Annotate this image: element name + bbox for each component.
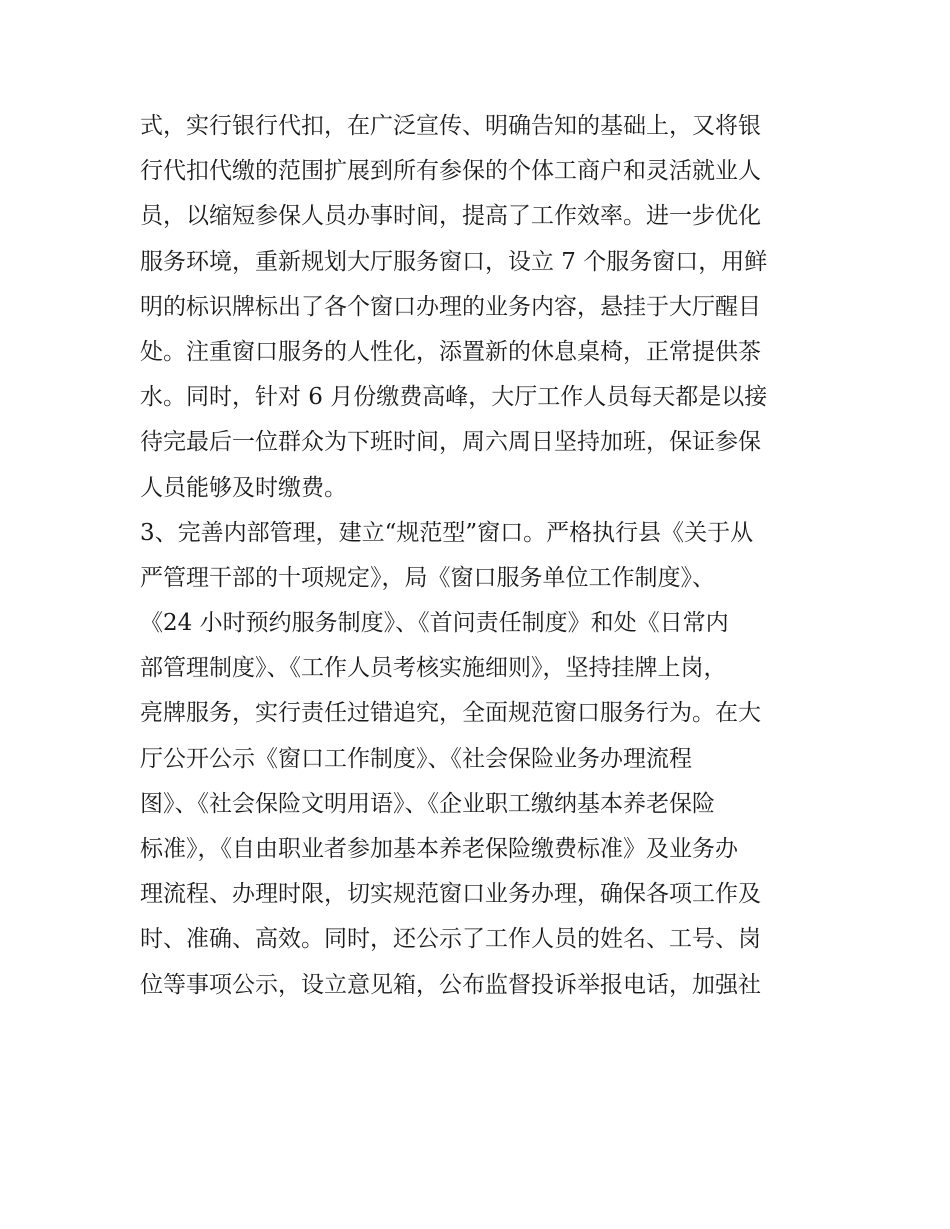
- text-line: 标准》，《自由职业者参加基本养老保险缴费标准》及业务办: [140, 836, 738, 862]
- text-line: 厅公开公示《窗口工作制度》、《社会保险业务办理流程: [140, 745, 692, 772]
- text-line: 严管理干部的十项规定》，局《窗口服务单位工作制度》、: [140, 564, 715, 591]
- text-line: 人员能够及时缴费。: [140, 474, 347, 501]
- text-line: 式，实行银行代扣，在广泛宣传、明确告知的基础上，又将银: [140, 113, 761, 139]
- text-line: 理流程、办理时限，切实规范窗口业务办理，确保各项工作及: [140, 881, 761, 908]
- section-heading-line: 3、完善内部管理，建立“规范型”窗口。严格执行县《关于从: [140, 519, 754, 546]
- text-line: 图》、《社会保险文明用语》、《企业职工缴纳基本养老保险: [140, 790, 715, 817]
- text-line: 明的标识牌标出了各个窗口办理的业务内容，悬挂于大厅醒目: [140, 293, 761, 320]
- text-line: 时、准确、高效。同时，还公示了工作人员的姓名、工号、岗: [140, 926, 761, 953]
- text-line: 员，以缩短参保人员办事时间，提高了工作效率。进一步优化: [140, 203, 761, 230]
- text-line: 水。同时，针对 6 月份缴费高峰，大厅工作人员每天都是以接: [140, 384, 768, 411]
- text-line: 位等事项公示，设立意见箱，公布监督投诉举报电话，加强社: [140, 971, 761, 998]
- document-body: [140, 104, 830, 1008]
- text-line: 待完最后一位群众为下班时间，周六周日坚持加班，保证参保: [140, 429, 761, 456]
- text-line: 行代扣代缴的范围扩展到所有参保的个体工商户和灵活就业人: [140, 158, 761, 185]
- text-line: 部管理制度》、《工作人员考核实施细则》，坚持挂牌上岗，: [140, 655, 727, 682]
- text-line: 《24 小时预约服务制度》、《首问责任制度》和处《日常内: [140, 610, 729, 637]
- text-line: 亮牌服务，实行责任过错追究，全面规范窗口服务行为。在大: [140, 700, 761, 727]
- text-line: 服务环境，重新规划大厅服务窗口，设立 7 个服务窗口，用鲜: [140, 248, 768, 275]
- text-line: 处。注重窗口服务的人性化，添置新的休息桌椅，正常提供茶: [140, 338, 761, 365]
